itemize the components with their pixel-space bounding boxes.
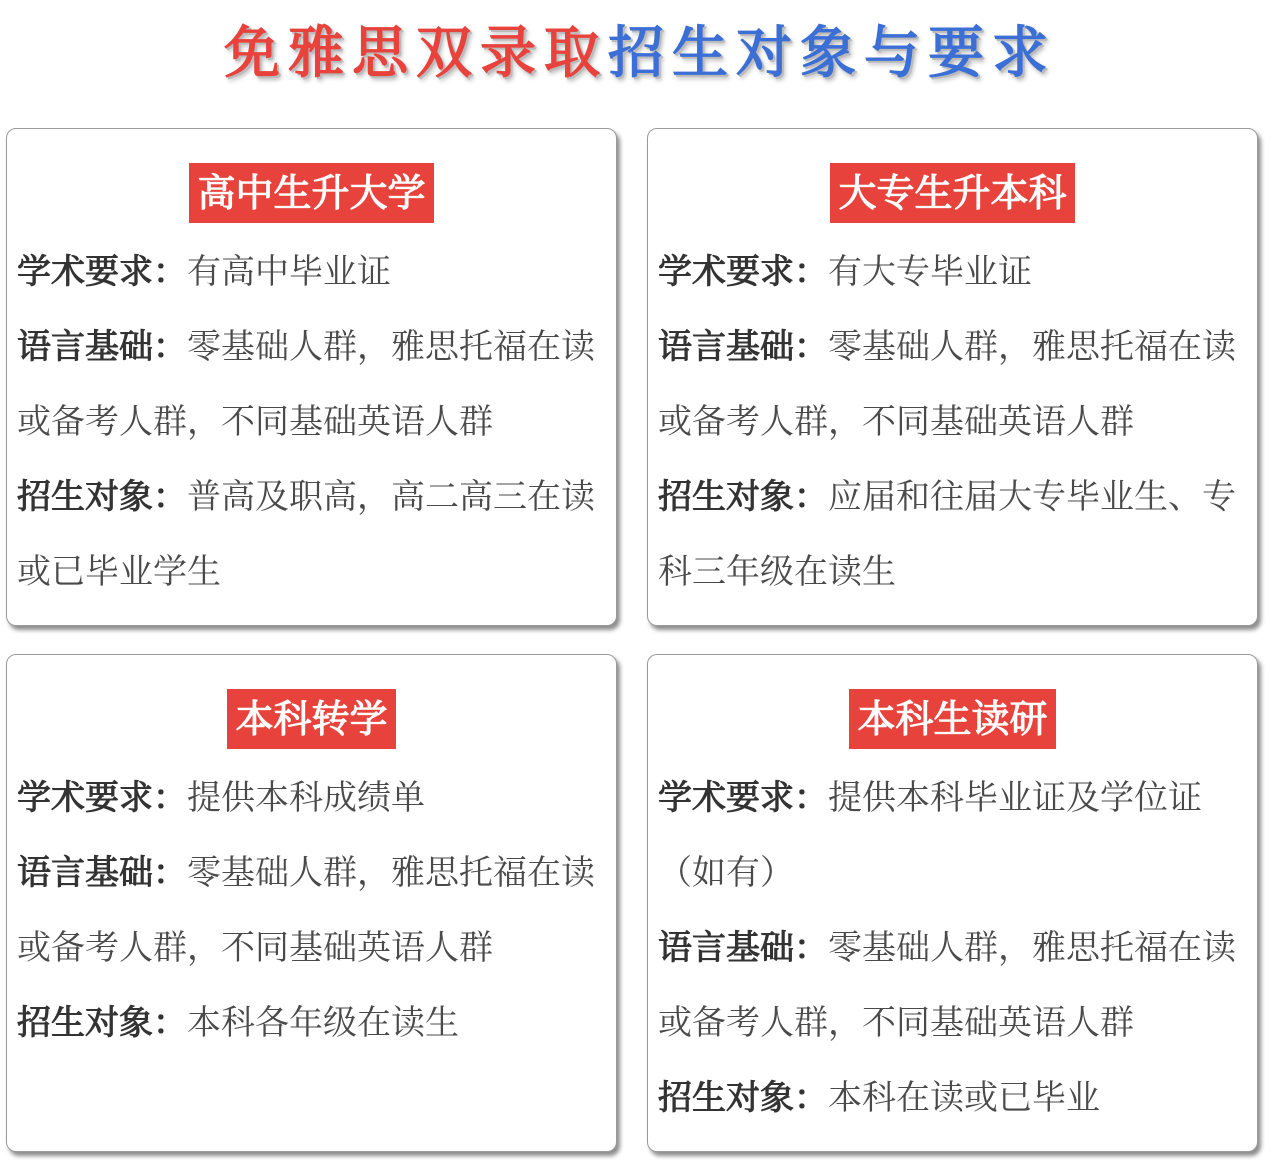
requirement-row [658,310,1251,460]
requirement-row [17,986,610,1061]
row-label: 招生对象： [658,477,828,517]
row-text: 零基础人群，雅思托福在读或备考人群，不同基础英语人群 [17,853,595,968]
row-label: 语言基础： [658,928,828,968]
requirement-row [658,761,1251,911]
requirement-row [658,460,1251,610]
row-label: 招生对象： [658,1078,828,1118]
requirement-row [17,310,610,460]
card-body [7,235,616,610]
card-heading: 本科生读研 [849,689,1055,749]
card-body [648,235,1257,610]
row-label: 学术要求： [658,778,828,818]
row-text: 零基础人群，雅思托福在读或备考人群，不同基础英语人群 [658,327,1236,442]
row-text: 零基础人群，雅思托福在读或备考人群，不同基础英语人群 [658,928,1236,1043]
page-title-blue-part: 招生对象与要求 [608,21,1056,86]
card-body [7,761,616,1061]
requirement-row [17,460,610,610]
row-text: 零基础人群，雅思托福在读或备考人群，不同基础英语人群 [17,327,595,442]
card-college-to-bachelor [647,128,1258,626]
row-text: 提供本科毕业证及学位证（如有） [658,778,1202,893]
row-label: 语言基础： [658,327,828,367]
row-label: 语言基础： [17,853,187,893]
row-label: 学术要求： [17,778,187,818]
card-high-school-to-university [6,128,617,626]
row-text: 本科各年级在读生 [187,1003,459,1043]
requirement-row [658,235,1251,310]
row-text: 提供本科成绩单 [187,778,425,818]
card-body [648,761,1257,1136]
row-text: 普高及职高，高二高三在读或已毕业学生 [17,477,595,592]
requirement-row [658,911,1251,1061]
page-title-red-part: 免雅思双录取 [224,21,608,86]
row-text: 本科在读或已毕业 [828,1078,1100,1118]
row-label: 学术要求： [658,252,828,292]
row-text: 应届和往届大专毕业生、专科三年级在读生 [658,477,1236,592]
row-text: 有大专毕业证 [828,252,1032,292]
page-title [0,14,1280,94]
requirement-row [17,761,610,836]
row-text: 有高中毕业证 [187,252,391,292]
card-heading: 高中生升大学 [189,163,433,223]
requirement-row [17,836,610,986]
requirement-row [17,235,610,310]
row-label: 语言基础： [17,327,187,367]
card-bachelor-transfer [6,654,617,1152]
row-label: 招生对象： [17,1003,187,1043]
row-label: 学术要求： [17,252,187,292]
card-heading: 本科转学 [227,689,395,749]
card-bachelor-to-master [647,654,1258,1152]
row-label: 招生对象： [17,477,187,517]
card-heading: 大专生升本科 [830,163,1074,223]
requirement-row [658,1061,1251,1136]
